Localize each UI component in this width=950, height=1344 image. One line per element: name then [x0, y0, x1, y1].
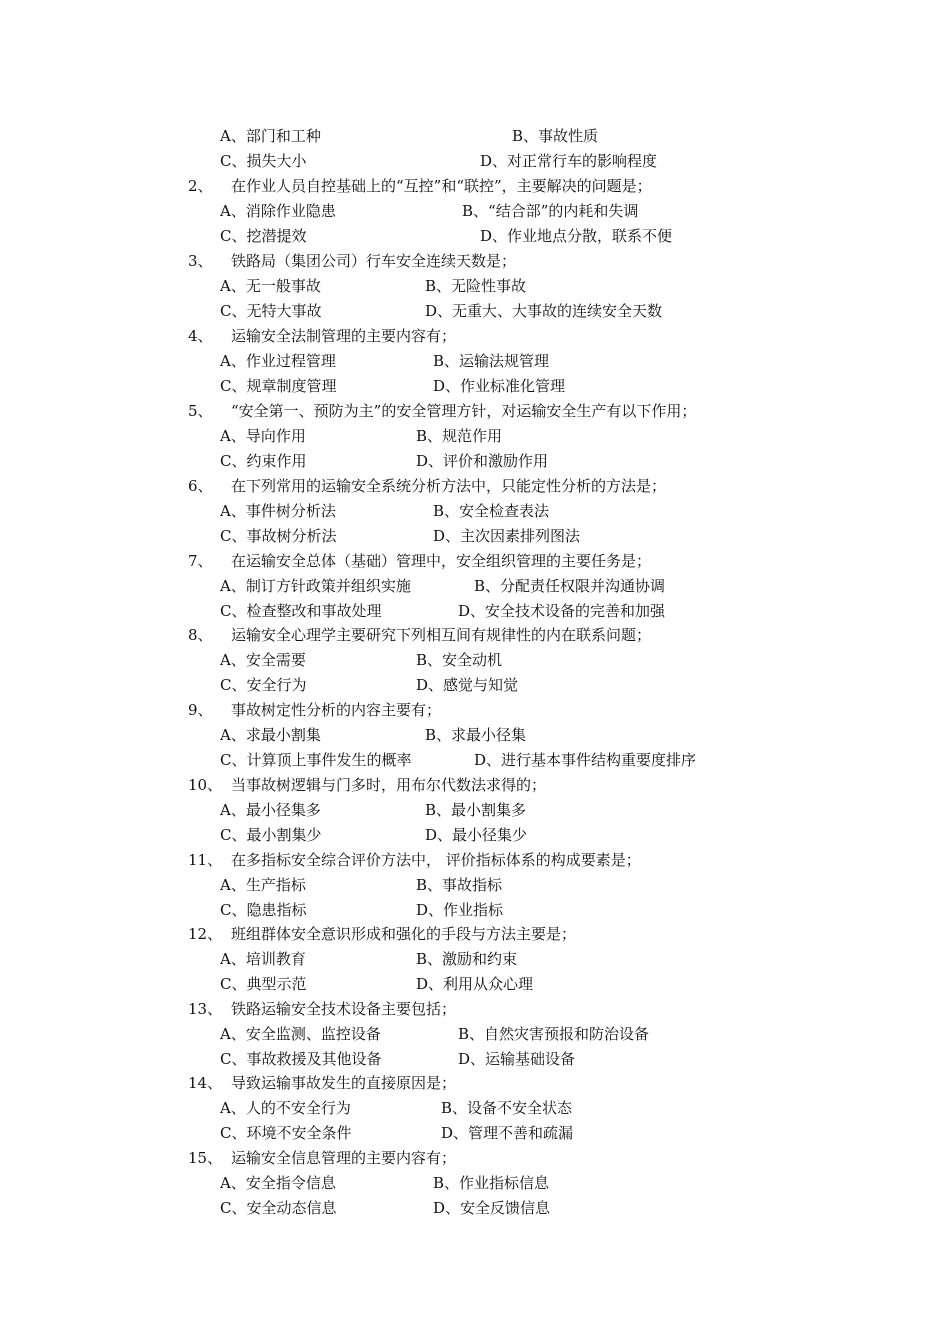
option-c: C、约束作用 [220, 452, 307, 470]
question-text: 运输安全信息管理的主要内容有； [231, 1149, 457, 1167]
option-d: D、安全反馈信息 [433, 1199, 551, 1217]
option-a: A、求最小割集 [220, 726, 321, 744]
question-number: 2、 [188, 177, 213, 195]
option-b: B、设备不安全状态 [441, 1099, 573, 1117]
option-d: D、作业标准化管理 [433, 377, 566, 395]
option-d: D、管理不善和疏漏 [441, 1124, 574, 1142]
question-number: 3、 [188, 252, 213, 270]
option-b: B、运输法规管理 [433, 352, 550, 370]
option-c: C、典型示范 [220, 975, 307, 993]
option-a: A、事件树分析法 [220, 502, 336, 520]
option-d: D、对正常行车的影响程度 [480, 152, 658, 170]
option-a: A、安全监测、监控设备 [220, 1025, 381, 1043]
option-a: A、安全指令信息 [220, 1174, 336, 1192]
question-number: 14、 [188, 1074, 223, 1092]
option-b: B、规范作用 [416, 427, 503, 445]
option-c: C、检查整改和事故处理 [220, 602, 382, 620]
option-b: B、无险性事故 [425, 277, 527, 295]
option-a: A、部门和工种 [220, 127, 321, 145]
option-a: A、人的不安全行为 [220, 1099, 351, 1117]
option-d: D、作业指标 [416, 901, 504, 919]
question-number: 13、 [188, 1000, 223, 1018]
option-a: A、培训教育 [220, 950, 306, 968]
option-d: D、主次因素排列图法 [433, 527, 581, 545]
option-a: A、安全需要 [220, 651, 306, 669]
question-text: 运输安全心理学主要研究下列相互间有规律性的内在联系问题； [231, 626, 652, 644]
option-d: D、无重大、大事故的连续安全天数 [425, 302, 663, 320]
question-number: 8、 [188, 626, 213, 644]
question-text: 事故树定性分析的内容主要有； [231, 701, 442, 719]
option-b: B、安全动机 [416, 651, 503, 669]
question-text: 在下列常用的运输安全系统分析方法中，只能定性分析的方法是； [231, 477, 667, 495]
question-number: 9、 [188, 701, 213, 719]
option-c: C、损失大小 [220, 152, 307, 170]
question-text: 在多指标安全综合评价方法中， 评价指标体系的构成要素是； [231, 851, 641, 869]
question-text: 在作业人员自控基础上的“互控”和“联控”，主要解决的问题是； [231, 177, 652, 195]
question-number: 4、 [188, 327, 213, 345]
option-a: A、制订方针政策并组织实施 [220, 577, 411, 595]
option-c: C、最小割集少 [220, 826, 322, 844]
option-b: B、事故性质 [512, 127, 599, 145]
question-text: 班组群体安全意识形成和强化的手段与方法主要是； [231, 925, 577, 943]
option-c: C、环境不安全条件 [220, 1124, 352, 1142]
option-b: B、事故指标 [416, 876, 503, 894]
option-c: C、无特大事故 [220, 302, 322, 320]
option-b: B、自然灾害预报和防治设备 [458, 1025, 650, 1043]
option-b: B、激励和约束 [416, 950, 518, 968]
option-d: D、运输基础设备 [458, 1050, 576, 1068]
option-c: C、安全动态信息 [220, 1199, 337, 1217]
option-c: C、事故救援及其他设备 [220, 1050, 382, 1068]
question-text: 在运输安全总体（基础）管理中，安全组织管理的主要任务是； [231, 552, 652, 570]
option-d: D、进行基本事件结构重要度排序 [474, 751, 697, 769]
question-text: 运输安全法制管理的主要内容有； [231, 327, 457, 345]
option-b: B、安全检查表法 [433, 502, 550, 520]
option-d: D、感觉与知觉 [416, 676, 519, 694]
question-text: 铁路局（集团公司）行车安全连续天数是； [231, 252, 517, 270]
option-b: B、分配责任权限并沟通协调 [474, 577, 666, 595]
question-text: 导致运输事故发生的直接原因是； [231, 1074, 457, 1092]
question-number: 7、 [188, 552, 213, 570]
question-number: 6、 [188, 477, 213, 495]
question-number: 5、 [188, 402, 213, 420]
option-b: B、作业指标信息 [433, 1174, 550, 1192]
option-d: D、最小径集少 [425, 826, 528, 844]
option-d: D、利用从众心理 [416, 975, 534, 993]
question-number: 12、 [188, 925, 223, 943]
option-a: A、作业过程管理 [220, 352, 336, 370]
option-c: C、规章制度管理 [220, 377, 337, 395]
option-a: A、消除作业隐患 [220, 202, 336, 220]
option-a: A、导向作用 [220, 427, 306, 445]
option-c: C、计算顶上事件发生的概率 [220, 751, 412, 769]
option-b: B、“结合部”的内耗和失调 [462, 202, 639, 220]
option-a: A、无一般事故 [220, 277, 321, 295]
option-c: C、安全行为 [220, 676, 307, 694]
question-text: 当事故树逻辑与门多时，用布尔代数法求得的； [231, 776, 547, 794]
option-a: A、生产指标 [220, 876, 306, 894]
question-number: 11、 [188, 851, 223, 869]
question-text: “安全第一、预防为主”的安全管理方针，对运输安全生产有以下作用； [231, 402, 697, 420]
option-c: C、挖潜提效 [220, 227, 307, 245]
option-d: D、作业地点分散，联系不便 [480, 227, 673, 245]
option-b: B、求最小径集 [425, 726, 527, 744]
question-number: 10、 [188, 776, 223, 794]
option-b: B、最小割集多 [425, 801, 527, 819]
option-a: A、最小径集多 [220, 801, 321, 819]
option-d: D、安全技术设备的完善和加强 [458, 602, 666, 620]
question-text: 铁路运输安全技术设备主要包括； [231, 1000, 457, 1018]
option-c: C、隐患指标 [220, 901, 307, 919]
question-number: 15、 [188, 1149, 223, 1167]
option-d: D、评价和激励作用 [416, 452, 549, 470]
option-c: C、事故树分析法 [220, 527, 337, 545]
